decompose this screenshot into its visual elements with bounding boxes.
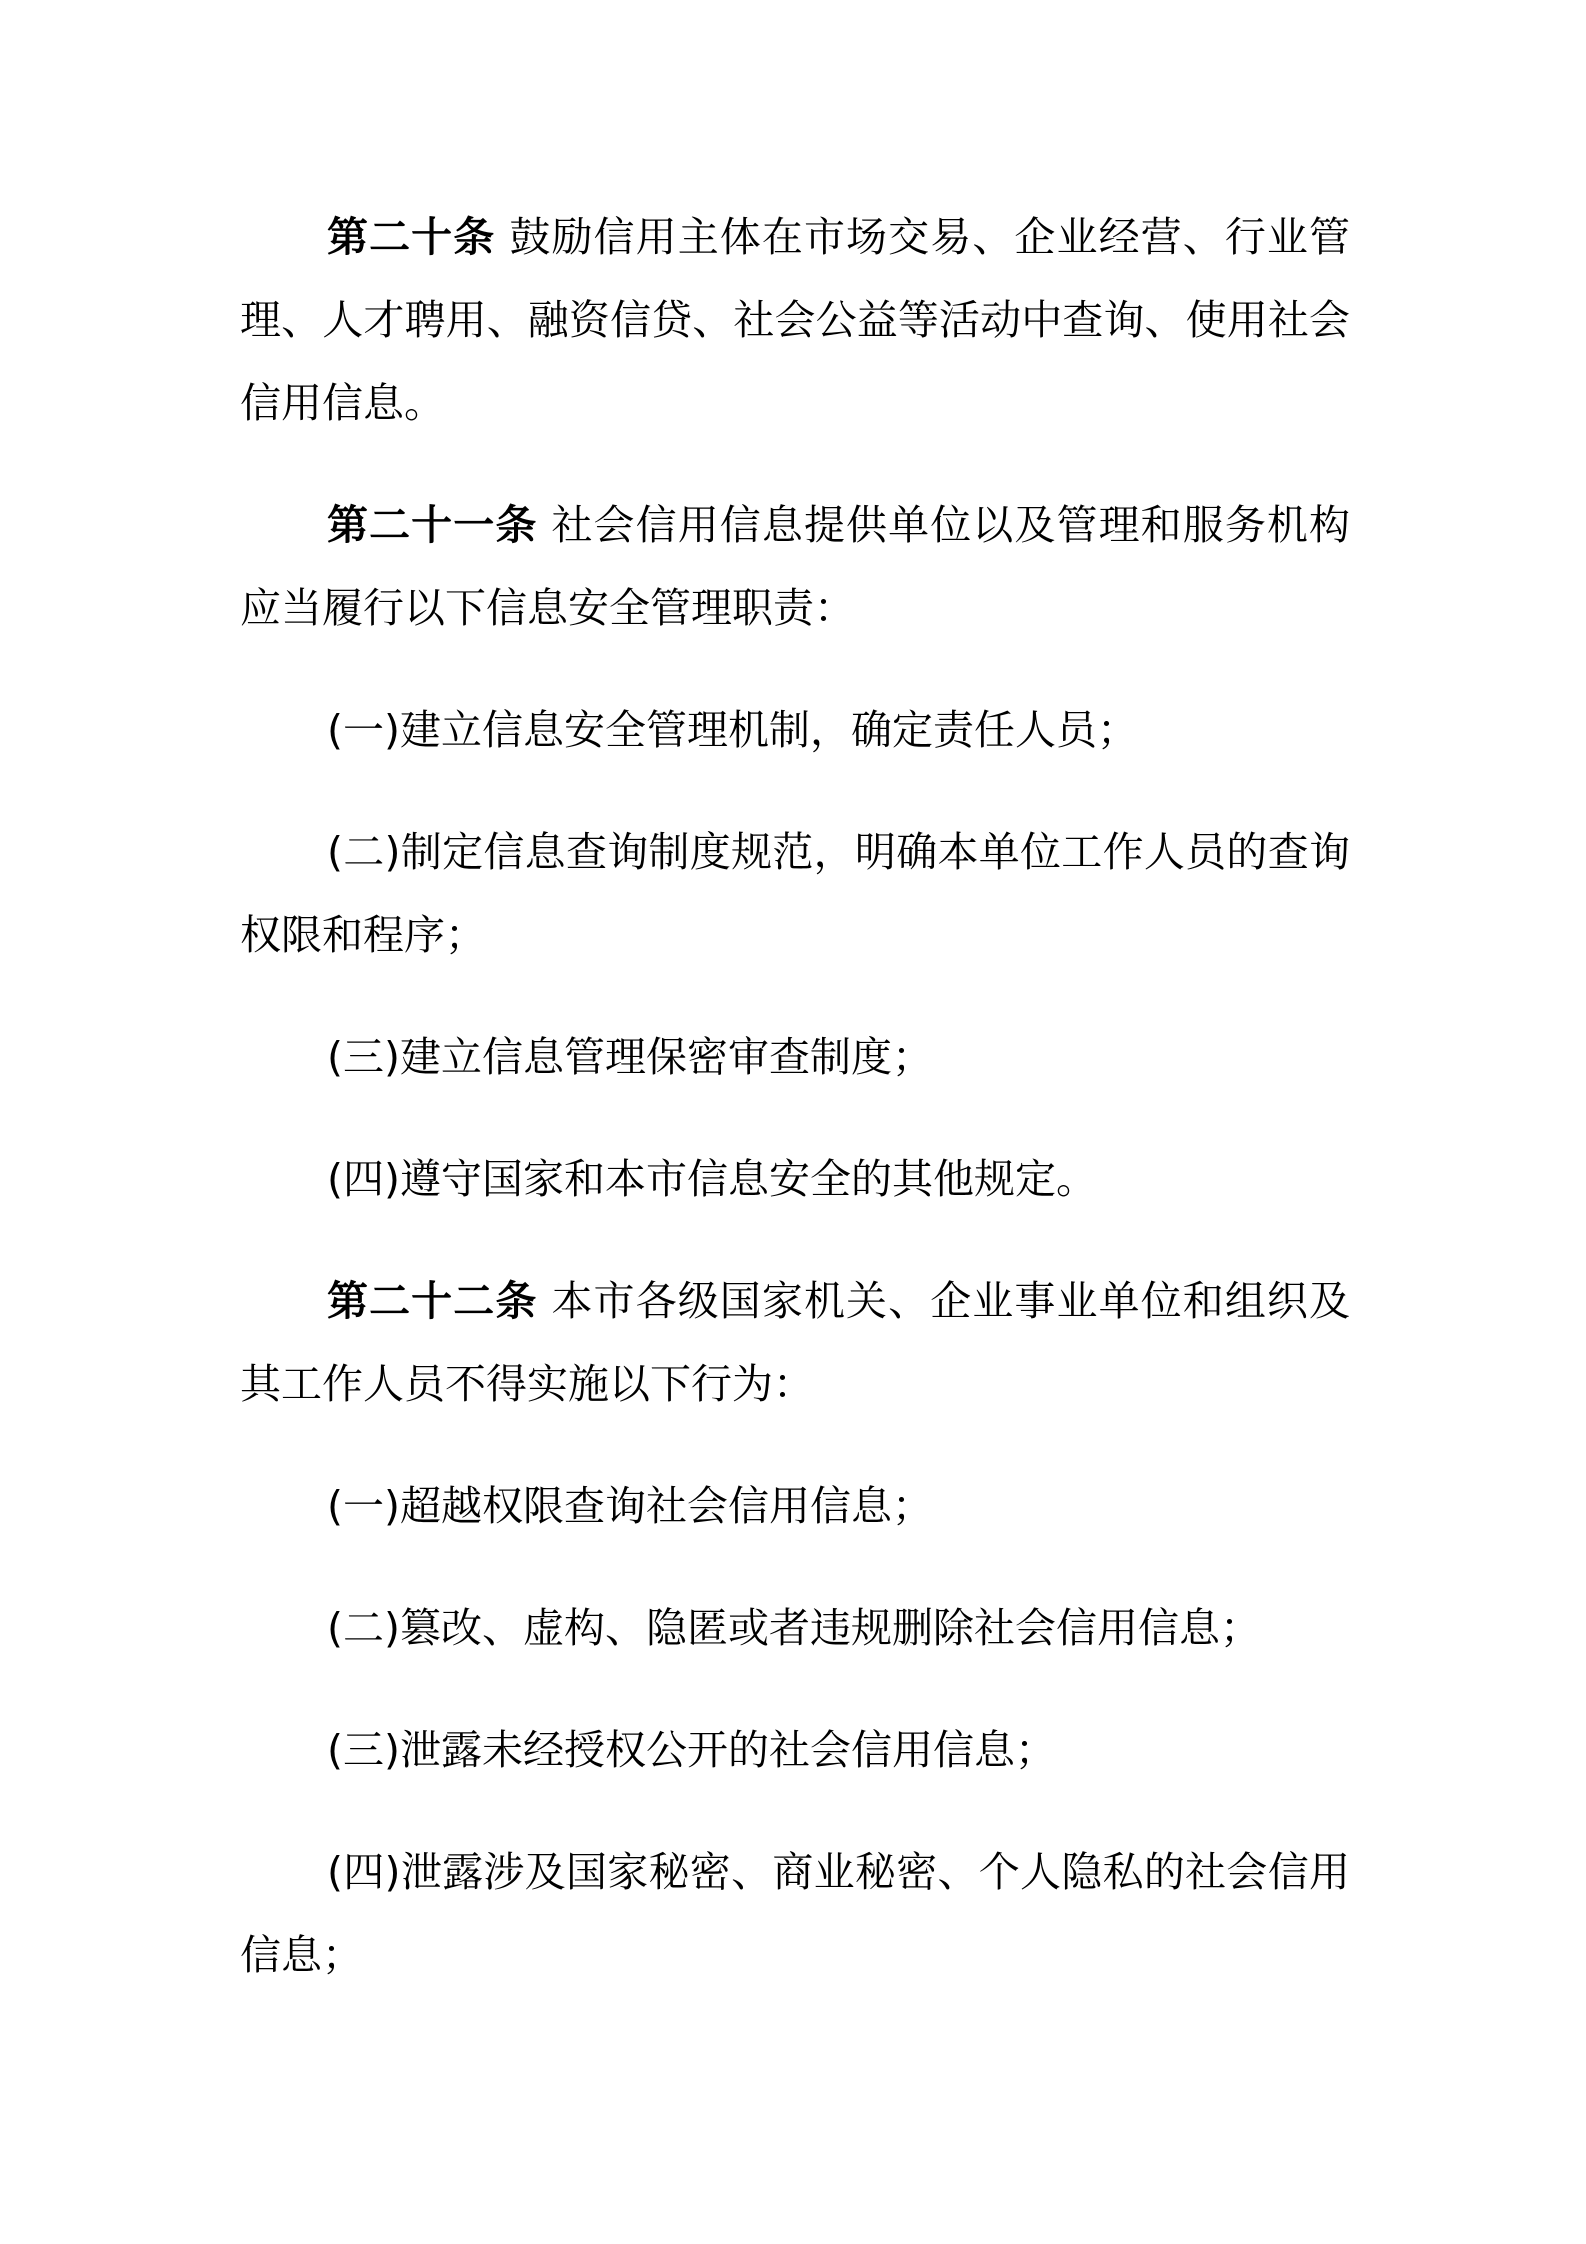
article-22 <box>240 1260 1350 1426</box>
article-21-item-3: (三)建立信息管理保密审查制度； <box>327 1033 933 1081</box>
article-21-item-2: (二)制定信息查询制度规范，明确本单位工作人员的查询权限和程序； <box>240 828 1350 959</box>
document-body <box>240 196 1350 2036</box>
article-21-item-1: (一)建立信息安全管理机制，确定责任人员； <box>327 706 1138 754</box>
article-21-item-4: (四)遵守国家和本市信息安全的其他规定。 <box>327 1155 1097 1203</box>
article-21 <box>240 484 1350 650</box>
article-number: 第二十条 <box>327 213 496 261</box>
article-22-item-1: (一)超越权限查询社会信用信息； <box>327 1482 933 1530</box>
article-22-item-3: (三)泄露未经授权公开的社会信用信息； <box>327 1726 1056 1774</box>
article-text: 本市各级国家机关、企业事业单位和组织及其工作人员不得实施以下行为： <box>240 1277 1351 1408</box>
article-text: 鼓励信用主体在市场交易、企业经营、行业管理、人才聘用、融资信贷、社会公益等活动中查询、使用社会信用信息。 <box>240 213 1351 427</box>
article-20 <box>240 196 1350 445</box>
article-number: 第二十一条 <box>327 501 538 549</box>
article-text: 社会信用信息提供单位以及管理和服务机构应当履行以下信息安全管理职责： <box>240 501 1351 632</box>
article-22-item-2: (二)篡改、虚构、隐匿或者违规删除社会信用信息； <box>327 1604 1261 1652</box>
article-number: 第二十二条 <box>327 1277 538 1325</box>
article-22-item-4: (四)泄露涉及国家秘密、商业秘密、个人隐私的社会信用信息； <box>240 1848 1350 1979</box>
